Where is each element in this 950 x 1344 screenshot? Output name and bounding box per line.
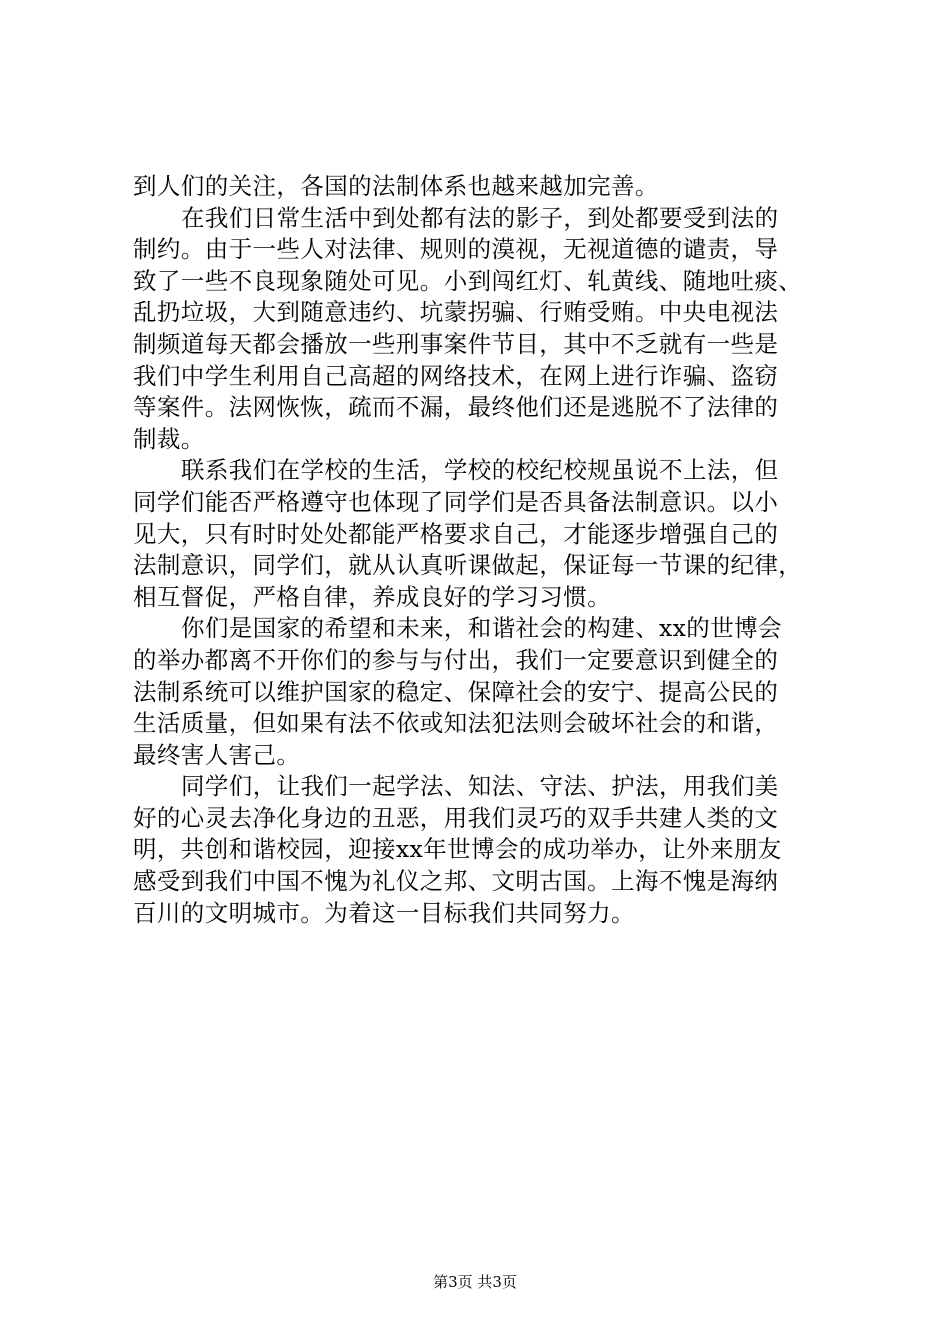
- text-line: 生活质量，但如果有法不依或知法犯法则会破坏社会的和谐，: [133, 709, 779, 738]
- text-line: 百川的文明城市。为着这一目标我们共同努力。: [133, 898, 635, 927]
- page-footer: 第3页 共3页: [433, 1273, 517, 1291]
- text-line: 好的心灵去净化身边的丑恶，用我们灵巧的双手共建人类的文: [133, 803, 779, 832]
- text-line: 我们中学生利用自己高超的网络技术，在网上进行诈骗、盗窃: [133, 361, 779, 390]
- text-line: 感受到我们中国不愧为礼仪之邦、文明古国。上海不愧是海纳: [133, 867, 779, 896]
- text-line: 同学们能否严格遵守也体现了同学们是否具备法制意识。以小: [133, 487, 779, 516]
- text-line: 乱扔垃圾，大到随意违约、坑蒙拐骗、行贿受贿。中央电视法: [133, 298, 779, 327]
- text-line: 的举办都离不开你们的参与与付出，我们一定要意识到健全的: [133, 645, 779, 674]
- document-body: [133, 171, 833, 929]
- text-line: 制裁。: [133, 424, 205, 453]
- text-line: 同学们，让我们一起学法、知法、守法、护法，用我们美: [181, 772, 779, 801]
- text-line: 法制系统可以维护国家的稳定、保障社会的安宁、提高公民的: [133, 677, 779, 706]
- text-line: 你们是国家的希望和未来，和谐社会的构建、xx的世博会: [181, 614, 782, 643]
- text-line: 见大，只有时时处处都能严格要求自己，才能逐步增强自己的: [133, 519, 779, 548]
- text-line: 最终害人害己。: [133, 740, 301, 769]
- text-line: 等案件。法网恢恢，疏而不漏，最终他们还是逃脱不了法律的: [133, 393, 779, 422]
- text-line: 在我们日常生活中到处都有法的影子，到处都要受到法的: [181, 203, 779, 232]
- text-line: 联系我们在学校的生活，学校的校纪校规虽说不上法，但: [181, 456, 779, 485]
- text-line: 制约。由于一些人对法律、规则的漠视，无视道德的谴责，导: [133, 235, 779, 264]
- text-line: 相互督促，严格自律，养成良好的学习习惯。: [133, 582, 611, 611]
- text-line: 明，共创和谐校园，迎接xx年世博会的成功举办，让外来朋友: [133, 835, 782, 864]
- text-line: 到人们的关注，各国的法制体系也越来越加完善。: [133, 172, 659, 200]
- text-line: 致了一些不良现象随处可见。小到闯红灯、轧黄线、随地吐痰、: [133, 266, 803, 295]
- text-line: 法制意识，同学们，就从认真听课做起，保证每一节课的纪律，: [133, 551, 803, 580]
- text-line: 制频道每天都会播放一些刑事案件节目，其中不乏就有一些是: [133, 329, 779, 358]
